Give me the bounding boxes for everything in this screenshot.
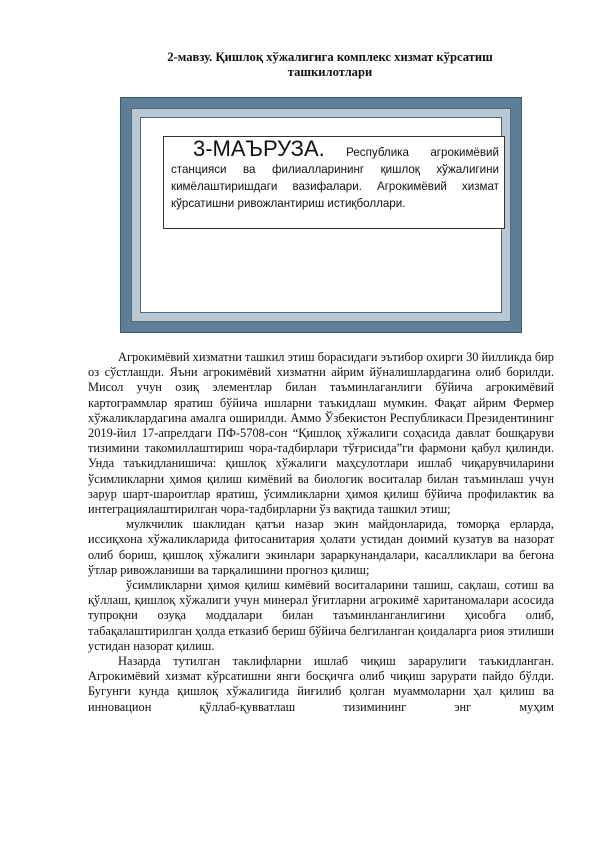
lecture-title-box [163, 136, 505, 229]
paragraph-2: мулкчилик шаклидан қатъи назар экин майдонларида, томорқа ерларда, иссиқхона хўжаликларида фитосанитария ҳолати устидан доимий кузатув ва назорат олиб бориш, қишлоқ хўжалиги экинлари зараркунандалари, касалликлари ва бегона ўтлар ривожланиши ва тарқалишини прогноз қилиш; [88, 517, 554, 577]
topic-heading [120, 50, 540, 80]
topic-heading-line1: 2-мавзу. Қишлоқ хўжалигига комплекс хизмат кўрсатиш [167, 50, 493, 64]
paragraph-4: Назарда тутилган таклифларни ишлаб чиқиш зарарулиги таъкидланган. Агрокимёвий хизмат кўрсатишни янги босқичга олиб чиқиш зарурати пайдо бўлди. Бугунги кунда қишлоқ хўжалигида йиғилиб қолган муаммоларни ҳал қилиш ва инновацион қўллаб-қувватлаш тизимининг энг муҳим [88, 654, 554, 714]
topic-heading-line2: ташкилотлари [287, 65, 373, 79]
paragraph-1: Агрокимёвий хизматни ташкил этиш борасидаги эътибор охирги 30 йилликда бир оз сўстлашди. Яъни агрокимёвий хизматни айрим йўналишлардагина олиб борилди. Мисол учун озиқ элементлар билан таъминлаганлиги бўйича агрокимёвий картограммлар яратиш бўйича ишларни таъкидлаш мумкин. Фақат айрим Фермер хўжаликлардагина амалга оширилди. Аммо Ўзбекистон Республикаси Президентининг 2019-йил 17-апрелдаги ПФ-5708-сон “Қишлоқ хўжалиги соҳасида давлат бошқаруви тизимини такомиллаштириш чора-тадбирлари тўғрисида”ги фармони қабул қилинди. Унда таъкидланишича: қишлоқ хўжалиги маҳсулотлари ишлаб чиқарувчиларини ўсимликларни ҳимоя қилиш кимёвий ва биологик воситалар билан таъминлаш учун зарур шарт-шароитлар яратиш, ўсимликларни ҳимоя қилиш бўйича профилактик ва интеграциялаштирилган чора-тадбирларни ўз вақтида ташкил этиш; [88, 350, 554, 517]
lecture-topic: Республика агрокимёвий станцияси ва филиалларининг қишлоқ хўжалигини кимёлаштиришдаги вазифалари. Агрокимёвий хизмат кўрсатишни ривожлантириш истиқболлари. [171, 146, 499, 210]
lecture-number: 3-МАЪРУЗА. [193, 136, 325, 161]
body-text [88, 350, 554, 715]
paragraph-3: ўсимликларни ҳимоя қилиш кимёвий воситаларини ташиш, сақлаш, сотиш ва қўллаш, қишлоқ хўжалиги учун минерал ўғитларни агрокимё хаританомалари асосида тупроқни озуқа моддалари билан таъминланганлигини ҳисобга олиб, табақалаштирилган ҳолда етказиб бериш бўйича белгиланган қоидаларга риоя этилиши устидан назорат қилиш. [88, 578, 554, 653]
